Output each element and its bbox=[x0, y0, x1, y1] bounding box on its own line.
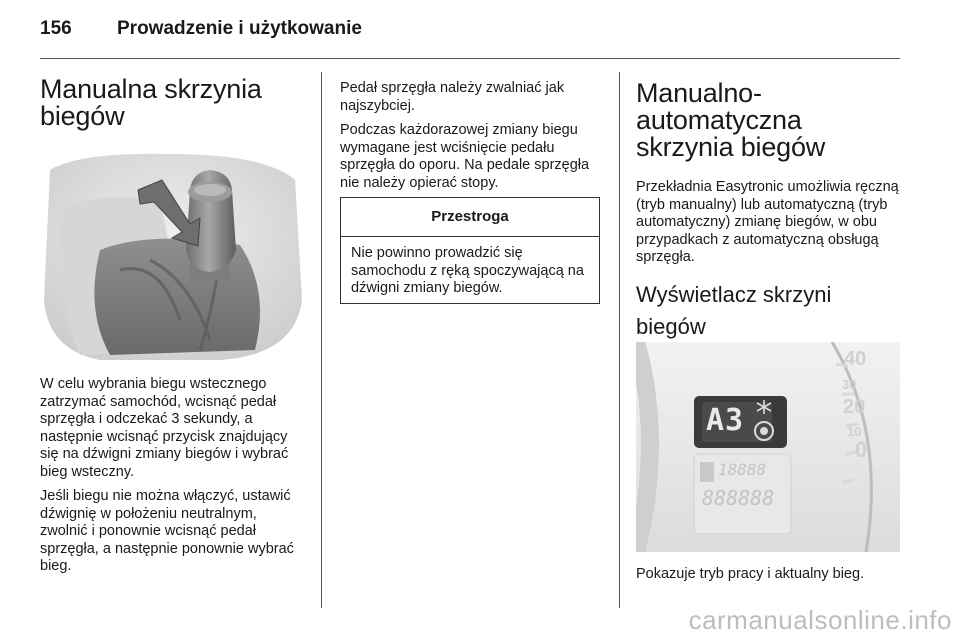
gear-mode-readout: A3 bbox=[706, 403, 745, 438]
gear-lever-illustration bbox=[40, 150, 302, 360]
caution-body: Nie powinno prowadzić się samochodu z ręką spoczywającą na dźwigni zmiany biegów. bbox=[351, 245, 584, 296]
column-divider-right bbox=[619, 72, 620, 608]
gearbox-display-illustration bbox=[636, 342, 900, 552]
speed-tick-20: 20 bbox=[843, 396, 866, 418]
page-number: 156 bbox=[40, 18, 72, 39]
segment-display-top: 18888 bbox=[718, 460, 767, 479]
column-easytronic bbox=[636, 80, 906, 343]
speed-tick-10: 10 bbox=[847, 424, 862, 439]
paragraph: Przekładnia Easytronic umożliwia ręczną (tryb manualny) lub automatyczną (tryb automatyczny) zmianę biegów, w obu przypadkach z automatyczną obsługą sprzęgła. bbox=[636, 179, 899, 265]
page-header bbox=[40, 14, 900, 50]
figure-caption bbox=[636, 566, 900, 591]
column-clutch-text bbox=[340, 80, 602, 199]
paragraph: W celu wybrania biegu wstecznego zatrzymać samochód, wcisnąć pedał sprzęgła i odczekać 3 sekundy, a następnie wcisnąć przycisk znajdujący się na dźwigni zmiany biegów i wybrać bieg wsteczny. bbox=[40, 376, 289, 480]
speed-tick-0: 0 bbox=[855, 437, 868, 462]
column-manual-text bbox=[40, 376, 302, 583]
header-divider bbox=[40, 58, 900, 59]
speed-tick-30: 30 bbox=[842, 377, 857, 392]
column-manual-gearbox bbox=[40, 76, 302, 130]
caution-title: Przestroga bbox=[341, 198, 599, 237]
speed-tick-40: 40 bbox=[844, 348, 867, 370]
section-title-easytronic: Manualno-automatyczna skrzynia biegów bbox=[636, 78, 826, 162]
watermark: carmanualsonline.info bbox=[688, 605, 952, 635]
subsection-title-display: Wyświetlacz skrzyni biegów bbox=[636, 281, 832, 339]
column-divider-left bbox=[321, 72, 322, 608]
paragraph: Jeśli biegu nie można włączyć, ustawić dźwignię w położeniu neutralnym, zwolnić i ponownie wcisnąć pedał sprzęgła, a następnie ponownie wybrać bieg. bbox=[40, 488, 294, 574]
gear-lever-icon bbox=[40, 150, 302, 360]
caption-text: Pokazuje tryb pracy i aktualny bieg. bbox=[636, 566, 865, 582]
caution-box bbox=[340, 197, 600, 304]
segment-display-bottom: 888888 bbox=[702, 486, 775, 510]
chapter-title: Prowadzenie i użytkowanie bbox=[117, 18, 362, 39]
section-title-manual: Manualna skrzynia biegów bbox=[40, 74, 262, 131]
paragraph: Podczas każdorazowej zmiany biegu wymagane jest wciśnięcie pedału sprzęgła do oporu. Na pedale sprzęgła nie należy opierać stopy. bbox=[340, 122, 590, 191]
paragraph: Pedał sprzęgła należy zwalniać jak najszybciej. bbox=[340, 80, 565, 114]
